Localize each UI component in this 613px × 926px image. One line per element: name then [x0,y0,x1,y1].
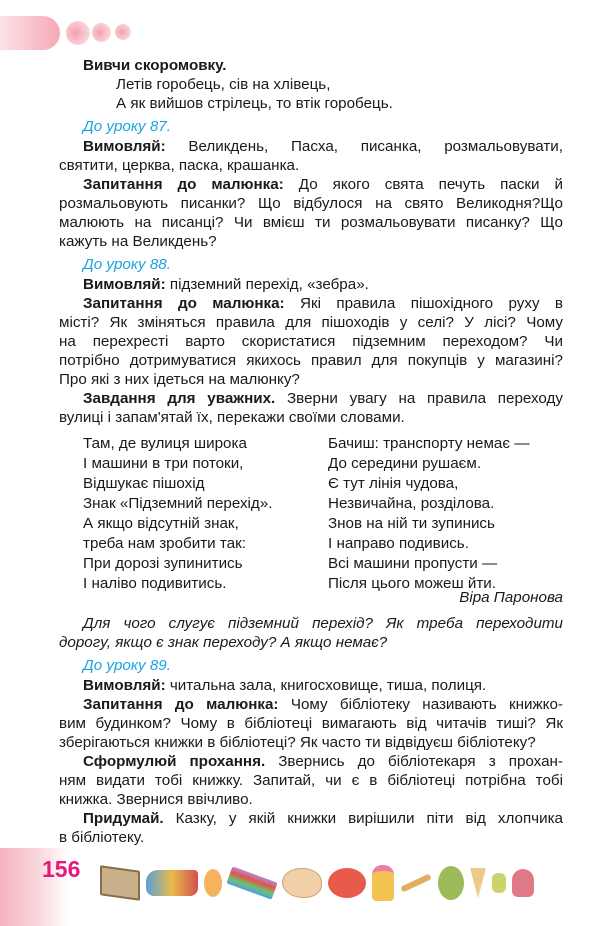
paragraph-line: кажуть на Великдень? [59,233,217,250]
poem-line: Після цього можеш йти. [328,575,496,592]
italic-question-line: дорогу, якщо є знак переходу? А якщо немає? [59,634,388,651]
palette-icon [282,868,322,898]
poem-line: Всі машини пропусти — [328,555,498,572]
paragraph-line: на перехресті варто скористатися підземним переходом? Чи [59,333,563,350]
paragraph-line: вулиці і запам'ятай їх, перекажи своїми словами. [59,409,405,426]
paragraph-line: потрібно дотримуватися якихось правил для покупців у магазині? [59,352,563,369]
paragraph-line [83,676,486,695]
doll-icon [512,869,534,897]
paragraph-line [83,695,563,714]
paragraph-text: підземний перехід, «зебра». [165,276,369,293]
paragraph-line: книжка. Звернися ввічливо. [59,791,253,808]
section-heading: Вивчи скоромовку. [83,57,227,74]
label-pronounce: Вимовляй: [83,138,166,155]
lesson-title: До уроку 88. [83,256,171,273]
label-invent: Придумай. [83,810,164,827]
paragraph-line: малюють на писанці? Чи вмієш ти розмальовувати писанку? Що [59,214,563,231]
italic-question-line: Для чого слугує підземний перехід? Як треба переходити [83,615,563,632]
paragraph-text: Чому бібліотеку називають книжко- [278,696,563,713]
label-request: Сформулюй прохання. [83,753,266,770]
paragraph-line: ням видати тобі книжку. Запитай, чи є в бібліотеці потрібна тобі [59,772,563,789]
poem-line: І наліво подивитись. [83,575,227,592]
paragraph-line: святити, церква, паска, крашанка. [59,157,300,174]
label-pronounce: Вимовляй: [83,677,166,694]
paragraph-line [83,275,369,294]
paragraph-text: Великдень, Пасха, писанка, розмальовувати, [165,138,563,155]
lollipop-icon [400,874,432,893]
label-task: Завдання для уважних. [83,390,276,407]
poem-line: І направо подивись. [328,535,469,552]
paragraph-line: Про які з них ідеться на малюнку? [59,371,300,388]
paragraph-line: в бібліотеку. [59,829,145,846]
book-icon [100,865,140,901]
paragraph-line [83,294,563,313]
paragraph-line [83,175,563,194]
label-pronounce: Вимовляй: [83,276,166,293]
poem-line: Є тут лінія чудова, [328,475,459,492]
poem-author: Віра Паронова [459,589,563,606]
footer-illustration-strip [100,862,534,904]
poem-line: Незвичайна, розділова. [328,495,495,512]
orange-balloon-icon [204,869,222,897]
label-question: Запитання до малюнка: [83,696,279,713]
poem-line: Бачиш: транспорту немає — [328,435,530,452]
label-question: Запитання до малюнка: [83,295,285,312]
poem-line: Знов на ній ти зупинись [328,515,495,532]
lesson-title: До уроку 89. [83,657,171,674]
ice-cream-icon [470,868,486,898]
red-balloon-icon [328,868,366,898]
paragraph-text: До якого свята печуть паски й [283,176,563,193]
paragraph-line [83,137,563,156]
teddy-bear-icon [492,873,506,893]
poem-line: треба нам зробити так: [83,535,246,552]
paragraph-line: розмальовують писанки? Що відбулося на свято Великодня?Що [59,195,563,212]
green-balloon-icon [438,866,464,900]
paragraph-line: зберігаються книжки в бібліотеці? Як часто ти відвідуєш бібліотеку? [59,734,536,751]
paragraph-line [83,752,563,771]
bell-icon [372,865,394,901]
label-question: Запитання до малюнка: [83,176,284,193]
poem-line: А як вийшов стрілець, то втік горобець. [116,95,393,112]
paragraph-text: Казку, у якій книжки вирішили піти від хлопчика [163,810,563,827]
lesson-title: До уроку 87. [83,118,171,135]
page-number: 156 [42,856,81,882]
poem-line: Відшукає пішохід [83,475,205,492]
poem-line: До середини рушаєм. [328,455,482,472]
paragraph-line [83,389,563,408]
paragraph-text: читальна зала, книгосховище, тиша, полиця. [165,677,487,694]
paragraph-line: вим будинком? Чому в бібліотеці вимагають від читачів тиші? Як [59,715,563,732]
poem-line: Летів горобець, сів на хлівець, [116,76,331,93]
paragraph-text: Зверни увагу на правила переходу [275,390,563,407]
pencils-icon [226,866,277,899]
poem-line: Знак «Підземний перехід». [83,495,273,512]
poem-line: А якщо відсутній знак, [83,515,239,532]
roller-skate-icon [146,870,198,896]
paragraph-text: Які правила пішохідного руху в [284,295,563,312]
paragraph-text: Звернись до бібліотекаря з прохан- [265,753,563,770]
poem-line: І машини в три потоки, [83,455,244,472]
paragraph-line: місті? Як зміняться правила для пішоходів у селі? У лісі? Чому [59,314,563,331]
paragraph-line [83,809,563,828]
poem-line: Там, де вулиця широка [83,435,247,452]
poem-line: При дорозі зупинитись [83,555,243,572]
